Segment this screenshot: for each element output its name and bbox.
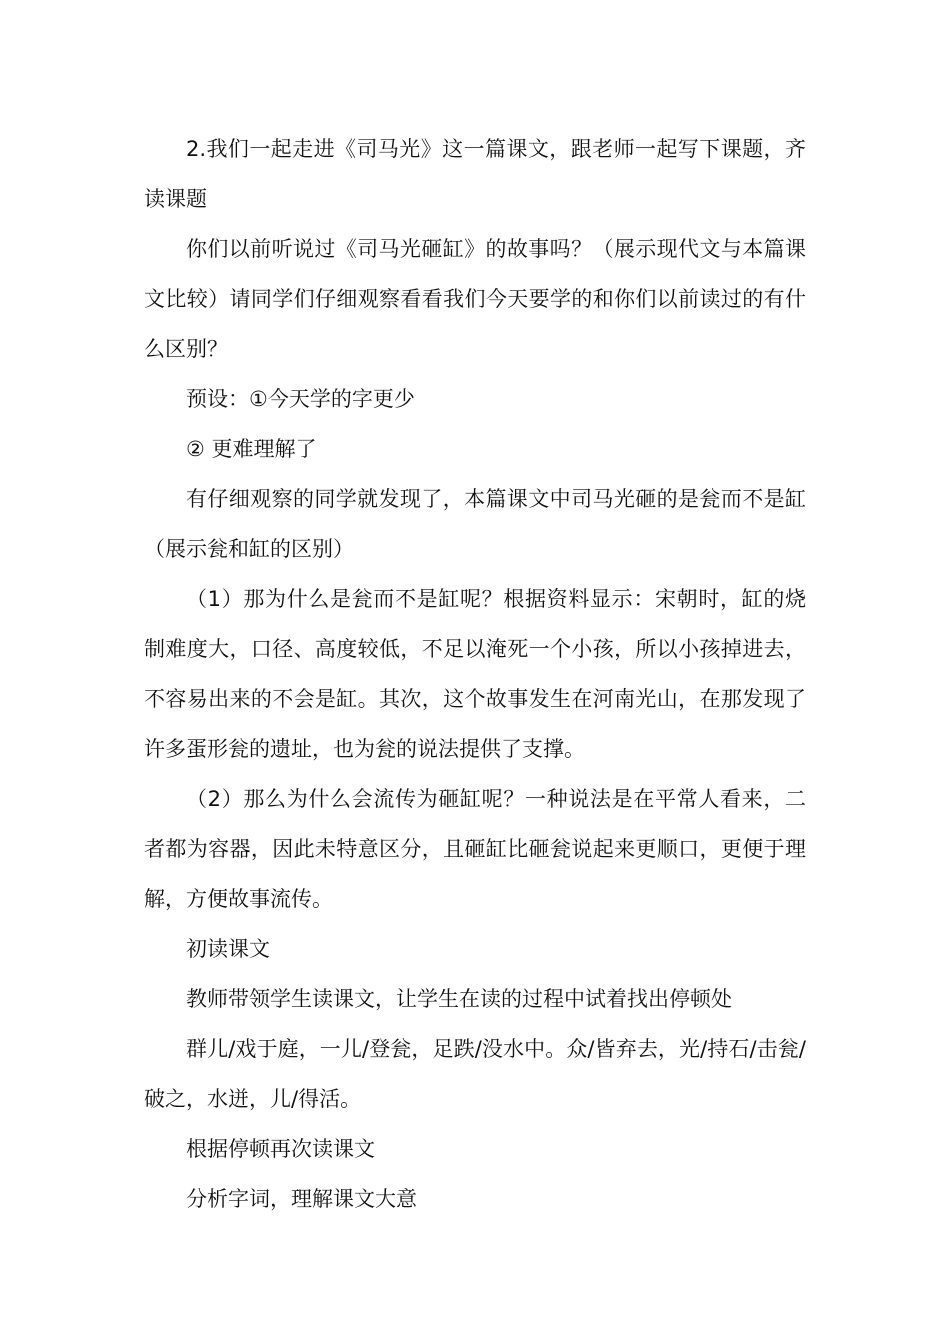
document-body [144, 124, 806, 1224]
paragraph-first-reading: 初读课文 [186, 937, 270, 961]
paragraph-intro-title: 2.我们一起走进《司马光》这一篇课文，跟老师一起写下课题，齐读课题 [144, 137, 806, 211]
paragraph-teacher-led: 教师带领学生读课文，让学生在读的过程中试着找出停顿处 [186, 987, 732, 1011]
paragraph-weng-not-gang: 有仔细观察的同学就发现了，本篇课文中司马光砸的是瓮而不是缸（展示瓮和缸的区别） [144, 487, 806, 561]
paragraph-reason-2: （2）那么为什么会流传为砸缸呢？一种说法是在平常人看来，二者都为容器，因此未特意区分，且砸缸比砸瓮说起来更顺口，更便于理解，方便故事流传。 [144, 787, 806, 911]
paragraph-reread: 根据停顿再次读课文 [186, 1137, 375, 1161]
paragraph-analysis: 分析字词，理解课文大意 [186, 1187, 417, 1211]
paragraph-reason-1: （1）那为什么是瓮而不是缸呢？根据资料显示：宋朝时，缸的烧制难度大，口径、高度较低，不足以淹死一个小孩，所以小孩掉进去，不容易出来的不会是缸。其次，这个故事发生在河南光山，在那发现了许多蛋形瓮的遗址，也为瓮的说法提供了支撑。 [144, 587, 806, 761]
paragraph-comparison-question: 你们以前听说过《司马光砸缸》的故事吗？（展示现代文与本篇课文比较）请同学们仔细观察看看我们今天要学的和你们以前读过的有什么区别？ [144, 237, 806, 361]
paragraph-text-with-pauses: 群儿/戏于庭，一儿/登瓮，足跌/没水中。众/皆弃去，光/持石/击瓮/破之，水迸，儿/得活。 [144, 1037, 806, 1111]
paragraph-preset-1: 预设：①今天学的字更少 [186, 387, 415, 411]
paragraph-preset-2: ② 更难理解了 [186, 437, 317, 461]
